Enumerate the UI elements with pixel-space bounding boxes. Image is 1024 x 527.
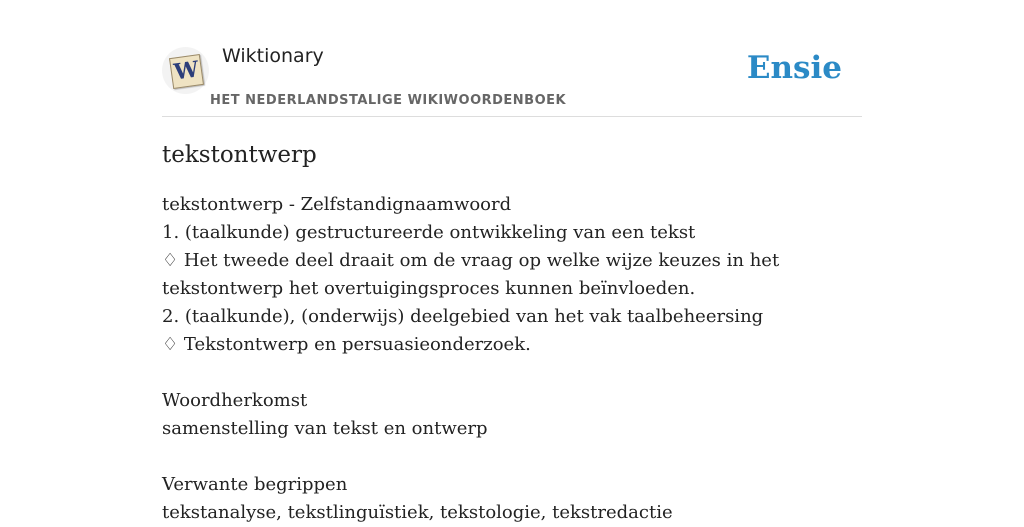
page-title: tekstontwerp [162,142,317,168]
wiktionary-logo-icon[interactable] [162,47,209,94]
etymology-text: samenstelling van tekst en ontwerp [162,418,488,439]
spacer [162,359,862,387]
etymology-heading: Woordherkomst [162,390,308,411]
entry-content [162,191,862,527]
definition-2: 2. (taalkunde), (onderwijs) deelgebied van het vak taalbeheersing [162,306,764,327]
related-heading: Verwante begrippen [162,474,348,495]
site-tagline: HET NEDERLANDSTALIGE WIKIWOORDENBOEK [210,93,567,108]
related-text: tekstanalyse, tekstlinguïstiek, tekstologie, tekstredactie [162,502,673,523]
logo-tile: W [169,54,204,89]
example-2: ♢ Tekstontwerp en persuasieonderzoek. [162,334,531,355]
ensie-brand-link[interactable]: Ensie [746,50,842,86]
entry-heading: tekstontwerp - Zelfstandignaamwoord [162,194,512,215]
site-header [162,0,862,117]
definition-1: 1. (taalkunde) gestructureerde ontwikkeling van een tekst [162,222,696,243]
spacer [162,443,862,471]
example-1: ♢ Het tweede deel draait om de vraag op welke wijze keuzes in het tekstontwerp het overtuigingsproces kunnen beïnvloeden. [162,250,780,299]
site-name[interactable]: Wiktionary [222,45,324,67]
page [162,0,862,527]
